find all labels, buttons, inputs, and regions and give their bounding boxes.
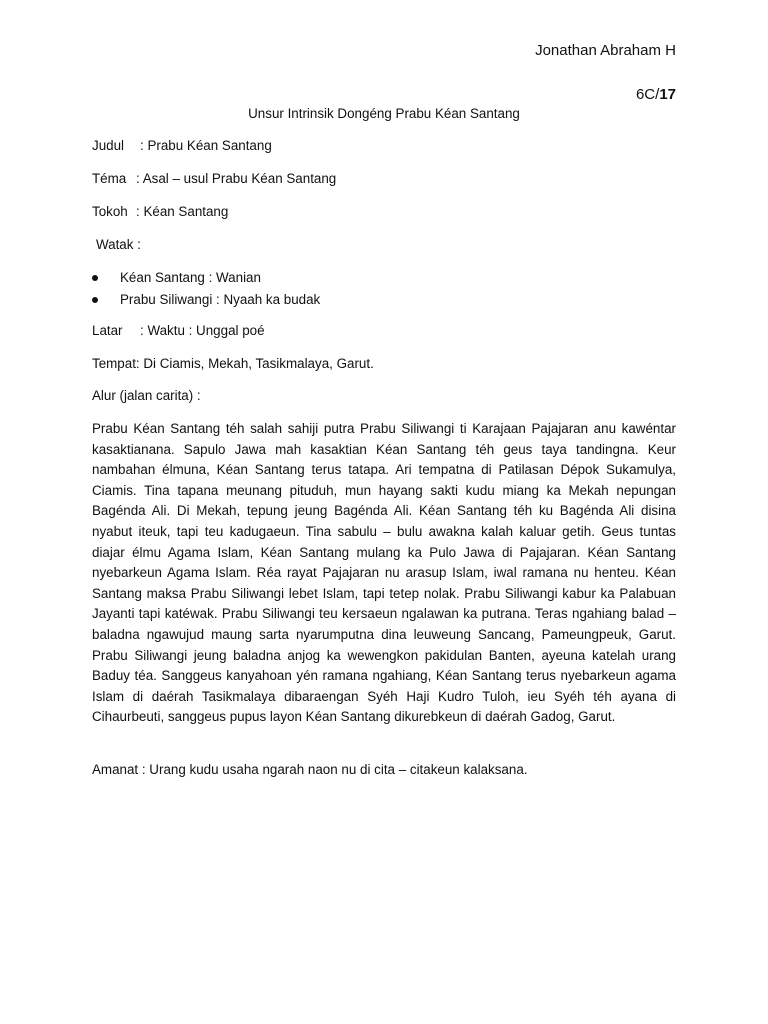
class-number: [636, 86, 676, 103]
latar-value: : Waktu : Unggal poé: [140, 323, 265, 338]
latar-label: Latar: [92, 323, 123, 338]
watak-list: [92, 269, 320, 313]
field-tema: [92, 171, 336, 186]
judul-value: : Prabu Kéan Santang: [140, 138, 272, 153]
list-item: [92, 269, 320, 291]
author-name: Jonathan Abraham H: [535, 42, 676, 59]
class-prefix: 6C/: [635, 86, 660, 103]
watak-item-text: Kéan Santang : Wanian: [120, 270, 261, 285]
bullet-icon: [92, 275, 98, 281]
tema-label: Téma: [92, 171, 127, 186]
list-item: [92, 291, 320, 313]
field-tempat: Tempat: Di Ciamis, Mekah, Tasikmalaya, Garut.: [92, 356, 374, 371]
field-tokoh: [92, 204, 228, 219]
alur-paragraph: Prabu Kéan Santang téh salah sahiji putra Prabu Siliwangi ti Karajaan Pajajaran anu kawéntar kasaktianana. Sapulo Jawa mah kasaktian Kéan Santang téh geus taya tandingna. Keur nambahan élmuna, Kéan Santang terus tatapa. Ari tempatna di Patilasan Dépok Sukamulya, Ciamis. Tina tapana meunang pituduh, mun hayang sakti kudu miang ka Mekah nepungan Bagénda Ali. Di Mekah, tepung jeung Bagénda Ali. Kéan Santang téh ku Bagénda Ali disina nyabut iteuk, tapi teu kadugaeun. Tina sabulu – bulu awakna kalah kaluar getih. Geus tuntas diajar élmu Agama Islam, Kéan Santang mulang ka Pulo Jawa di Pajajaran. Kéan Santang nyebarkeun Agama Islam. Réa rayat Pajajaran nu arasup Islam, iwal ramana nu henteu. Kéan Santang maksa Prabu Siliwangi lebet Islam, tapi tetep nolak. Prabu Siliwangi kabur ka Palabuan Jayanti tapi katéwak. Prabu Siliwangi teu kersaeun ngalawan ka putrana. Teras ngahiang balad – baladna ngawujud maung sarta nyarumputna dina leuweung Sancang, Pameungpeuk, Garut. Prabu Siliwangi jeung baladna anjog ka wewengkon pakidulan Banten, ayeuna katelah urang Baduy téa. Sanggeus kanyahoan yén ramana ngahiang, Kéan Santang terus nyebarkeun agama Islam di daérah Tasikmalaya dibaraengan Syéh Haji Kudro Tuloh, ieu Syéh téh ayana di Cihaurbeuti, sanggeus pupus layon Kéan Santang dikurebkeun di daérah Gadog, Garut.: [92, 421, 676, 725]
watak-item-text: Prabu Siliwangi : Nyaah ka budak: [120, 292, 321, 307]
bullet-icon: [92, 297, 98, 303]
tokoh-label: Tokoh: [92, 204, 128, 219]
document-title: Unsur Intrinsik Dongéng Prabu Kéan Santang: [248, 106, 520, 121]
class-roll-number: 17: [659, 86, 676, 103]
alur-label: Alur (jalan carita) :: [92, 388, 201, 403]
judul-label: Judul: [92, 138, 125, 153]
watak-label: Watak :: [96, 237, 141, 252]
tokoh-value: : Kéan Santang: [136, 204, 229, 219]
field-judul: [92, 138, 272, 153]
field-latar: [92, 323, 265, 338]
tema-value: : Asal – usul Prabu Kéan Santang: [136, 171, 337, 186]
amanat-line: Amanat : Urang kudu usaha ngarah naon nu di cita – citakeun kalaksana.: [92, 762, 528, 777]
